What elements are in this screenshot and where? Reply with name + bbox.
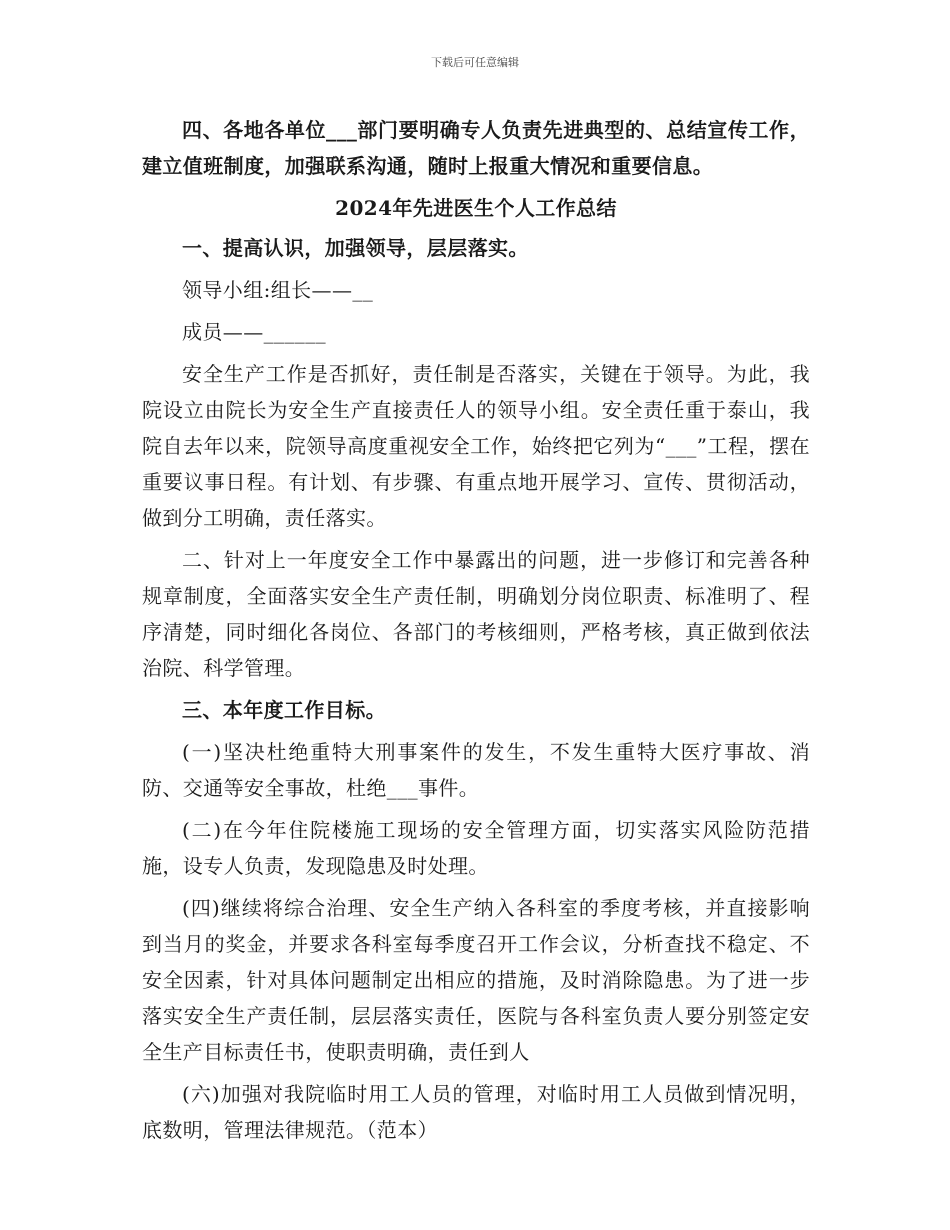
document-body [142,112,810,1148]
body-paragraph: 安全生产工作是否抓好，责任制是否落实，关键在于领导。为此，我院设立由院长为安全生产直接责任人的领导小组。安全责任重于泰山，我院自去年以来，院领导高度重视安全工作，始终把它列为“___”工程，摆在重要议事日程。有计划、有步骤、有重点地开展学习、宣传、贯彻活动，做到分工明确，责任落实。 [142,362,810,530]
members-line: 成员——______ [182,320,326,344]
page-header: 下载后可任意编辑 [431,56,519,69]
document-title: 2024年先进医生个人工作总结 [335,196,617,220]
item-six-paragraph: (六)加强对我院临时用工人员的管理，对临时用工人员做到情况明，底数明，管理法律规范。（范本） [142,1082,810,1142]
section-four-paragraph: 四、各地各单位___部门要明确专人负责先进典型的、总结宣传工作，建立值班制度，加强联系沟通，随时上报重大情况和重要信息。 [142,118,810,178]
heading-one: 一、提高认识，加强领导，层层落实。 [182,236,529,260]
item-four-paragraph: (四)继续将综合治理、安全生产纳入各科室的季度考核，并直接影响到当月的奖金，并要求各科室每季度召开工作会议，分析查找不稳定、不安全因素，针对具体问题制定出相应的措施，及时消除隐患。为了进一步落实安全生产责任制，层层落实责任，医院与各科室负责人要分别签定安全生产目标责任书，使职责明确，责任到人 [142,896,810,1064]
item-two-paragraph: (二)在今年住院楼施工现场的安全管理方面，切实落实风险防范措施，设专人负责，发现隐患及时处理。 [142,818,810,878]
leader-line: 领导小组:组长——__ [182,278,374,302]
heading-two-paragraph: 二、针对上一年度安全工作中暴露出的问题，进一步修订和完善各种规章制度，全面落实安全生产责任制，明确划分岗位职责、标准明了、程序清楚，同时细化各岗位、各部门的考核细则，严格考核，真正做到依法治院、科学管理。 [142,548,810,680]
item-one-paragraph: (一)坚决杜绝重特大刑事案件的发生，不发生重特大医疗事故、消防、交通等安全事故，杜绝___事件。 [142,740,810,800]
heading-three: 三、本年度工作目标。 [182,698,386,722]
